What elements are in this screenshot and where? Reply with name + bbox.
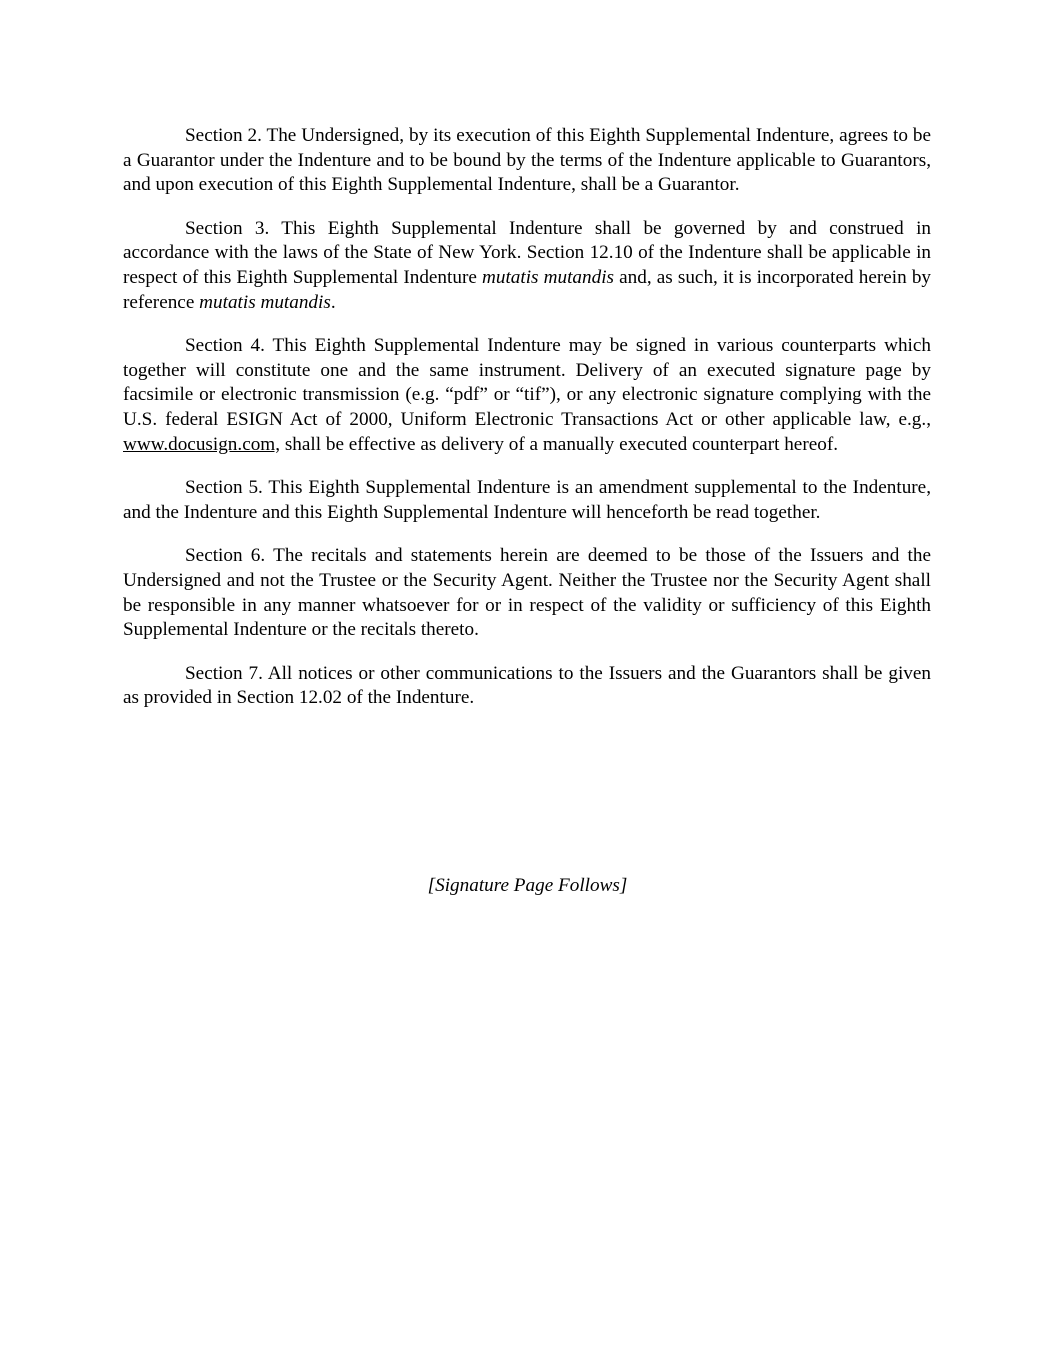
section-5-text: Section 5. This Eighth Supplemental Indenture is an amendment supplemental to the Indenture, and the Indenture and this Eighth Supplemental Indenture will henceforth be read together. <box>123 477 931 523</box>
section-3-paragraph <box>123 217 931 315</box>
section-3-text-part3: . <box>330 291 336 313</box>
section-6-paragraph <box>123 544 931 642</box>
section-4-text-part1: Section 4. This Eighth Supplemental Indenture may be signed in various counterparts which together will constitute one and the same instrument. Delivery of an executed signature page by facsimile or electronic transmission (e.g. “pdf” or “tif”), or any electronic signature complying with the U.S. federal ESIGN Act of 2000, Uniform Electronic Transactions Act or other applicable law, e.g., <box>123 335 931 430</box>
section-3-italic-term-2: mutatis mutandis <box>199 291 331 313</box>
section-2-text: Section 2. The Undersigned, by its execution of this Eighth Supplemental Indenture, agrees to be a Guarantor under the Indenture and to be bound by the terms of the Indenture applicable to Guarantors, and upon execution of this Eighth Supplemental Indenture, shall be a Guarantor. <box>123 125 931 196</box>
section-3-text-part1: Section 3. This Eighth Supplemental Indenture shall be governed by and construed in accordance with the laws of the State of New York. Section 12.10 of the Indenture shall be applicable in respect of this Eighth Supplemental Indenture <box>123 217 931 288</box>
section-3-italic-term-1: mutatis mutandis <box>482 266 614 288</box>
section-6-text: Section 6. The recitals and statements herein are deemed to be those of the Issuers and the Undersigned and not the Trustee or the Security Agent. Neither the Trustee nor the Security Agent shall be responsible in any manner whatsoever for or in respect of the validity or sufficiency of this Eighth Supplemental Indenture or the recitals thereto. <box>123 545 931 641</box>
section-4-text-part2: shall be effective as delivery of a manually executed counterpart hereof. <box>280 433 839 455</box>
docusign-link[interactable]: www.docusign.com, <box>123 433 281 455</box>
document-body <box>123 124 931 730</box>
section-7-text: Section 7. All notices or other communications to the Issuers and the Guarantors shall be given as provided in Section 12.02 of the Indenture. <box>123 662 931 709</box>
signature-page-follows-note: [Signature Page Follows] <box>427 875 628 896</box>
section-2-paragraph <box>123 124 931 198</box>
section-5-paragraph <box>123 476 931 525</box>
section-3-text-part2: and, as such, it is incorporated herein by reference <box>123 266 932 313</box>
section-7-paragraph <box>123 662 931 711</box>
section-4-paragraph <box>123 334 931 457</box>
